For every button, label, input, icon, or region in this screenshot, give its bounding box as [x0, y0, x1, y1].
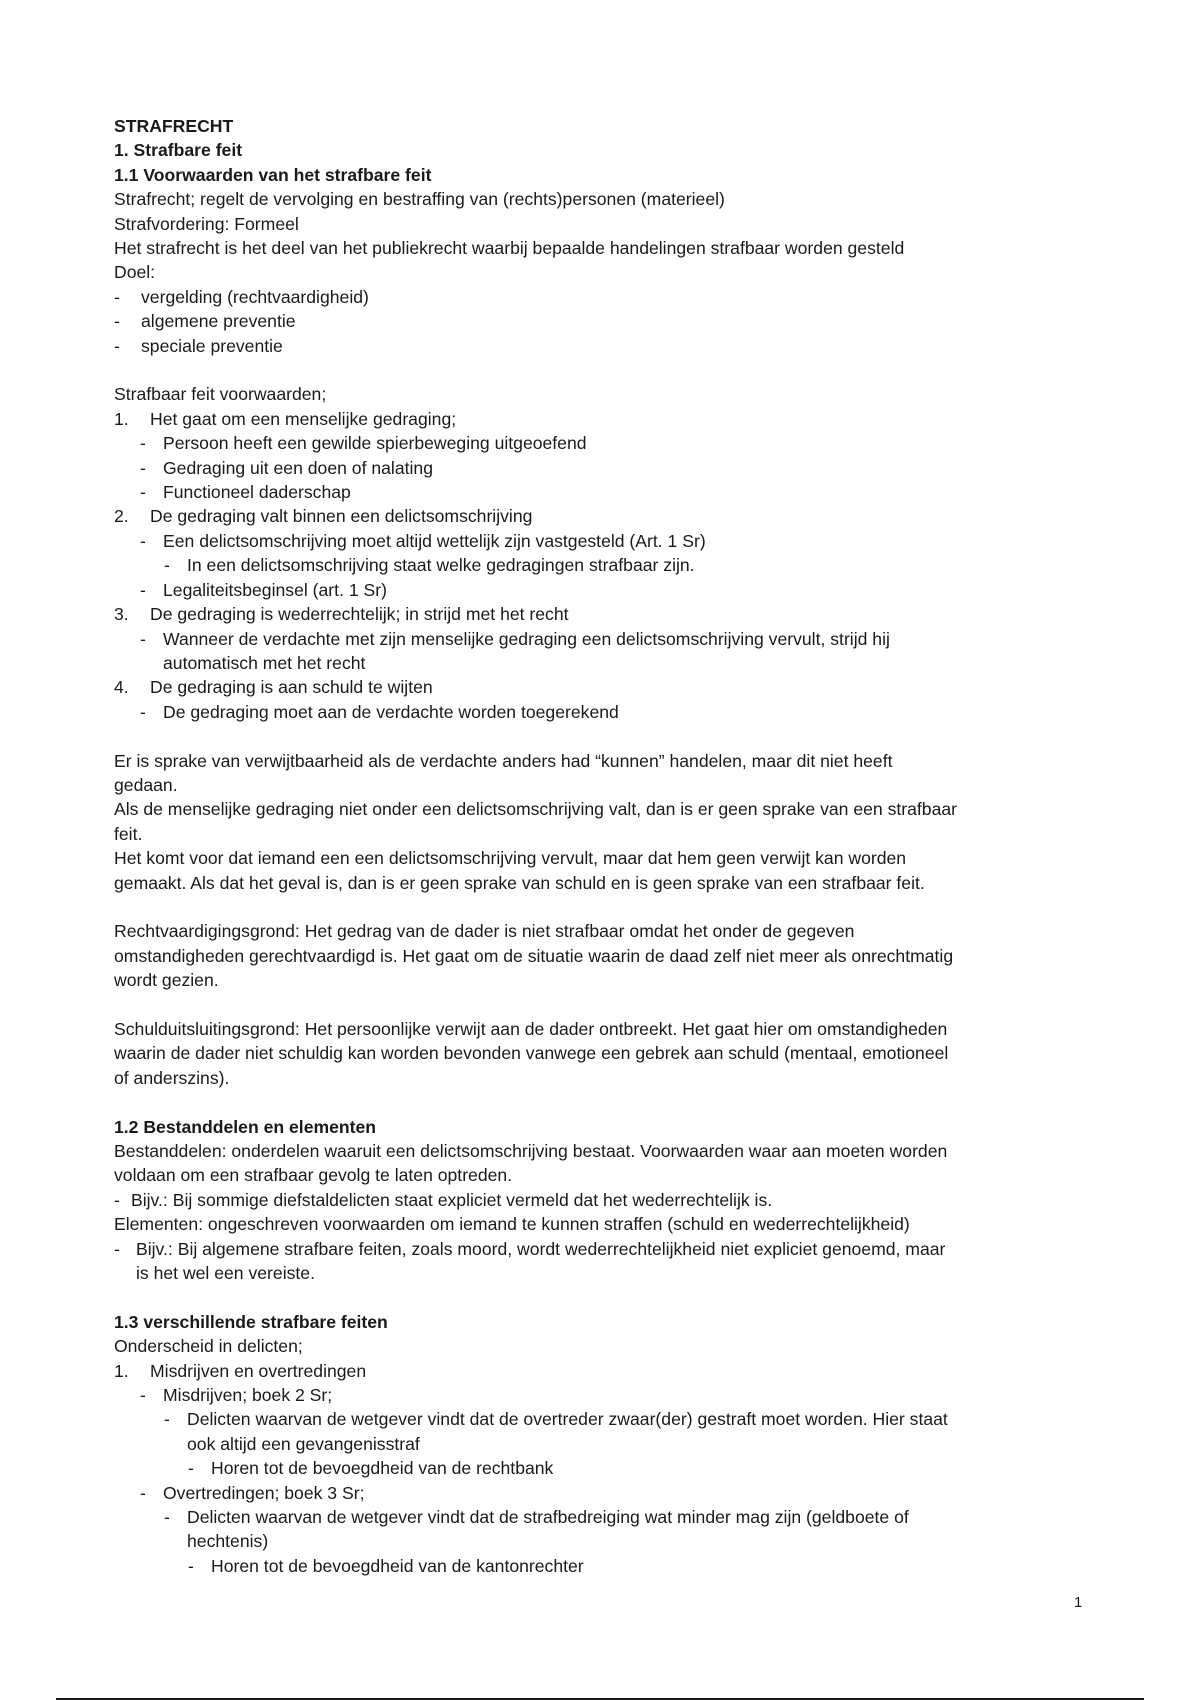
item-number: 1. [114, 1360, 129, 1381]
bullet-item [114, 480, 1094, 504]
blank-line [114, 993, 1094, 1017]
heading-1-3: 1.3 verschillende strafbare feiten [114, 1311, 388, 1332]
bullet-text: Legaliteitsbeginsel (art. 1 Sr) [163, 579, 387, 600]
bullet-text: Overtredingen; boek 3 Sr; [163, 1482, 365, 1503]
heading-1-1: 1.1 Voorwaarden van het strafbare feit [114, 164, 432, 185]
bullet-text: Misdrijven; boek 2 Sr; [163, 1385, 333, 1406]
bullet-text: Horen tot de bevoegdheid van de rechtbank [211, 1458, 554, 1479]
paragraph-line: waarin de dader niet schuldig kan worden bevonden vanwege een gebrek aan schuld (mentaal, emotioneel [114, 1043, 949, 1064]
bullet-item [114, 1383, 1094, 1407]
bullet-continuation [114, 651, 1094, 675]
page-number: 1 [1074, 1594, 1083, 1611]
bullet-dash: - [140, 457, 146, 478]
item-number: 1. [114, 408, 129, 429]
bullet-text: Wanneer de verdachte met zijn menselijke gedraging een delictsomschrijving vervult, strijd hij [163, 628, 890, 649]
bullet-item [114, 627, 1094, 651]
bullet-text: Een delictsomschrijving moet altijd wettelijk zijn vastgesteld (Art. 1 Sr) [163, 530, 706, 551]
item-text: Het gaat om een menselijke gedraging; [150, 408, 457, 429]
bullet-text: De gedraging moet aan de verdachte worden toegerekend [163, 701, 619, 722]
bullet-continuation [114, 1529, 1094, 1553]
bullet-item [114, 700, 1094, 724]
item-text: Misdrijven en overtredingen [150, 1360, 367, 1381]
item-text: De gedraging is aan schuld te wijten [150, 677, 433, 698]
bullet-text: hechtenis) [187, 1531, 269, 1552]
bullet-text: Gedraging uit een doen of nalating [163, 457, 433, 478]
bullet-dash: - [114, 286, 120, 307]
bullet-dash: - [114, 311, 120, 332]
item-number: 4. [114, 677, 129, 698]
bullet-continuation [114, 1432, 1094, 1456]
bullet-item [114, 309, 1094, 333]
document-page [114, 114, 1094, 1578]
bullet-dash: - [164, 555, 170, 576]
paragraph-line: Als de menselijke gedraging niet onder een delictsomschrijving valt, dan is er geen sprake van een strafbaar [114, 799, 958, 820]
bullet-item [114, 553, 1094, 577]
paragraph-line: of anderszins). [114, 1067, 230, 1088]
bullet-dash: - [114, 1189, 120, 1210]
heading-1: 1. Strafbare feit [114, 140, 243, 161]
item-text: De gedraging valt binnen een delictsomschrijving [150, 506, 533, 527]
item-number: 2. [114, 506, 129, 527]
bullet-item [114, 1554, 1094, 1578]
bullet-item [114, 285, 1094, 309]
bullet-text: Delicten waarvan de wetgever vindt dat de overtreder zwaar(der) gestraft moet worden. Hier staat [187, 1409, 948, 1430]
document-title: STRAFRECHT [114, 116, 234, 136]
bullet-item [114, 456, 1094, 480]
paragraph-line: wordt gezien. [114, 970, 219, 991]
numbered-item [114, 1359, 1094, 1383]
paragraph-line: Er is sprake van verwijtbaarheid als de verdachte anders had “kunnen” handelen, maar dit niet heeft [114, 750, 893, 771]
bullet-dash: - [140, 1482, 146, 1503]
paragraph-line: Het komt voor dat iemand een een delictsomschrijving vervult, maar dat hem geen verwijt kan worden [114, 848, 907, 869]
bullet-text: vergelding (rechtvaardigheid) [141, 286, 369, 307]
bullet-dash: - [140, 433, 146, 454]
bullet-dash: - [188, 1555, 194, 1576]
bullet-dash: - [140, 482, 146, 503]
bullet-text: Functioneel daderschap [163, 482, 351, 503]
bullet-item [114, 529, 1094, 553]
paragraph-line: Het strafrecht is het deel van het publiekrecht waarbij bepaalde handelingen strafbaar worden gesteld [114, 238, 905, 259]
paragraph-line: Onderscheid in delicten; [114, 1336, 303, 1357]
numbered-item [114, 602, 1094, 626]
bullet-dash: - [114, 335, 120, 356]
paragraph-line: Elementen: ongeschreven voorwaarden om iemand te kunnen straffen (schuld en wederrechtelijkheid) [114, 1214, 910, 1235]
bullet-continuation [114, 1261, 1094, 1285]
bullet-item [114, 1407, 1094, 1431]
bullet-text: ook altijd een gevangenisstraf [187, 1433, 420, 1454]
bullet-dash: - [188, 1458, 194, 1479]
numbered-item [114, 407, 1094, 431]
paragraph-line: Strafrecht; regelt de vervolging en bestraffing van (rechts)personen (materieel) [114, 189, 725, 210]
bullet-dash: - [164, 1409, 170, 1430]
bullet-item [114, 1481, 1094, 1505]
bullet-item [114, 334, 1094, 358]
paragraph-line: Strafvordering: Formeel [114, 213, 299, 234]
bullet-item [114, 431, 1094, 455]
blank-line [114, 358, 1094, 382]
blank-line [114, 1285, 1094, 1309]
bullet-item [114, 578, 1094, 602]
bullet-text: automatisch met het recht [163, 652, 366, 673]
paragraph-line: Strafbaar feit voorwaarden; [114, 384, 327, 405]
bullet-text: Bijv.: Bij sommige diefstaldelicten staat expliciet vermeld dat het wederrechtelijk is. [131, 1189, 773, 1210]
bullet-item [114, 1505, 1094, 1529]
paragraph-line: voldaan om een strafbaar gevolg te laten optreden. [114, 1165, 513, 1186]
bullet-item [114, 1237, 1094, 1261]
blank-line [114, 895, 1094, 919]
bullet-item [114, 1188, 1094, 1212]
paragraph-line: Bestanddelen: onderdelen waaruit een delictsomschrijving bestaat. Voorwaarden waar aan moeten worden [114, 1140, 948, 1161]
paragraph-line: gemaakt. Als dat het geval is, dan is er geen sprake van schuld en is geen sprake van een strafbaar feit. [114, 872, 925, 893]
paragraph-line: feit. [114, 823, 143, 844]
paragraph-line: Schulduitsluitingsgrond: Het persoonlijke verwijt aan de dader ontbreekt. Het gaat hier om omstandigheden [114, 1018, 948, 1039]
bullet-text: Horen tot de bevoegdheid van de kantonrechter [211, 1555, 584, 1576]
paragraph-line: omstandigheden gerechtvaardigd is. Het gaat om de situatie waarin de daad zelf niet meer als onrechtmatig [114, 945, 954, 966]
bullet-dash: - [140, 530, 146, 551]
paragraph-line: Rechtvaardigingsgrond: Het gedrag van de dader is niet strafbaar omdat het onder de gegeven [114, 921, 855, 942]
bullet-dash: - [114, 1238, 120, 1259]
bullet-text: is het wel een vereiste. [136, 1263, 315, 1284]
bullet-dash: - [164, 1507, 170, 1528]
bullet-dash: - [140, 579, 146, 600]
bullet-text: speciale preventie [141, 335, 283, 356]
blank-line [114, 724, 1094, 748]
bullet-text: Bijv.: Bij algemene strafbare feiten, zoals moord, wordt wederrechtelijkheid niet expliciet genoemd, maar [136, 1238, 946, 1259]
bullet-text: Delicten waarvan de wetgever vindt dat de strafbedreiging wat minder mag zijn (geldboete of [187, 1507, 909, 1528]
bullet-text: In een delictsomschrijving staat welke gedragingen strafbaar zijn. [187, 555, 695, 576]
numbered-item [114, 504, 1094, 528]
paragraph-line: gedaan. [114, 774, 178, 795]
bullet-text: algemene preventie [141, 311, 296, 332]
bullet-dash: - [140, 628, 146, 649]
bullet-text: Persoon heeft een gewilde spierbeweging uitgeoefend [163, 433, 587, 454]
numbered-item [114, 675, 1094, 699]
blank-line [114, 1090, 1094, 1114]
heading-1-2: 1.2 Bestanddelen en elementen [114, 1116, 377, 1137]
item-text: De gedraging is wederrechtelijk; in strijd met het recht [150, 604, 569, 625]
bullet-dash: - [140, 701, 146, 722]
item-number: 3. [114, 604, 129, 625]
bullet-dash: - [140, 1385, 146, 1406]
paragraph-line: Doel: [114, 262, 156, 283]
bullet-item [114, 1456, 1094, 1480]
